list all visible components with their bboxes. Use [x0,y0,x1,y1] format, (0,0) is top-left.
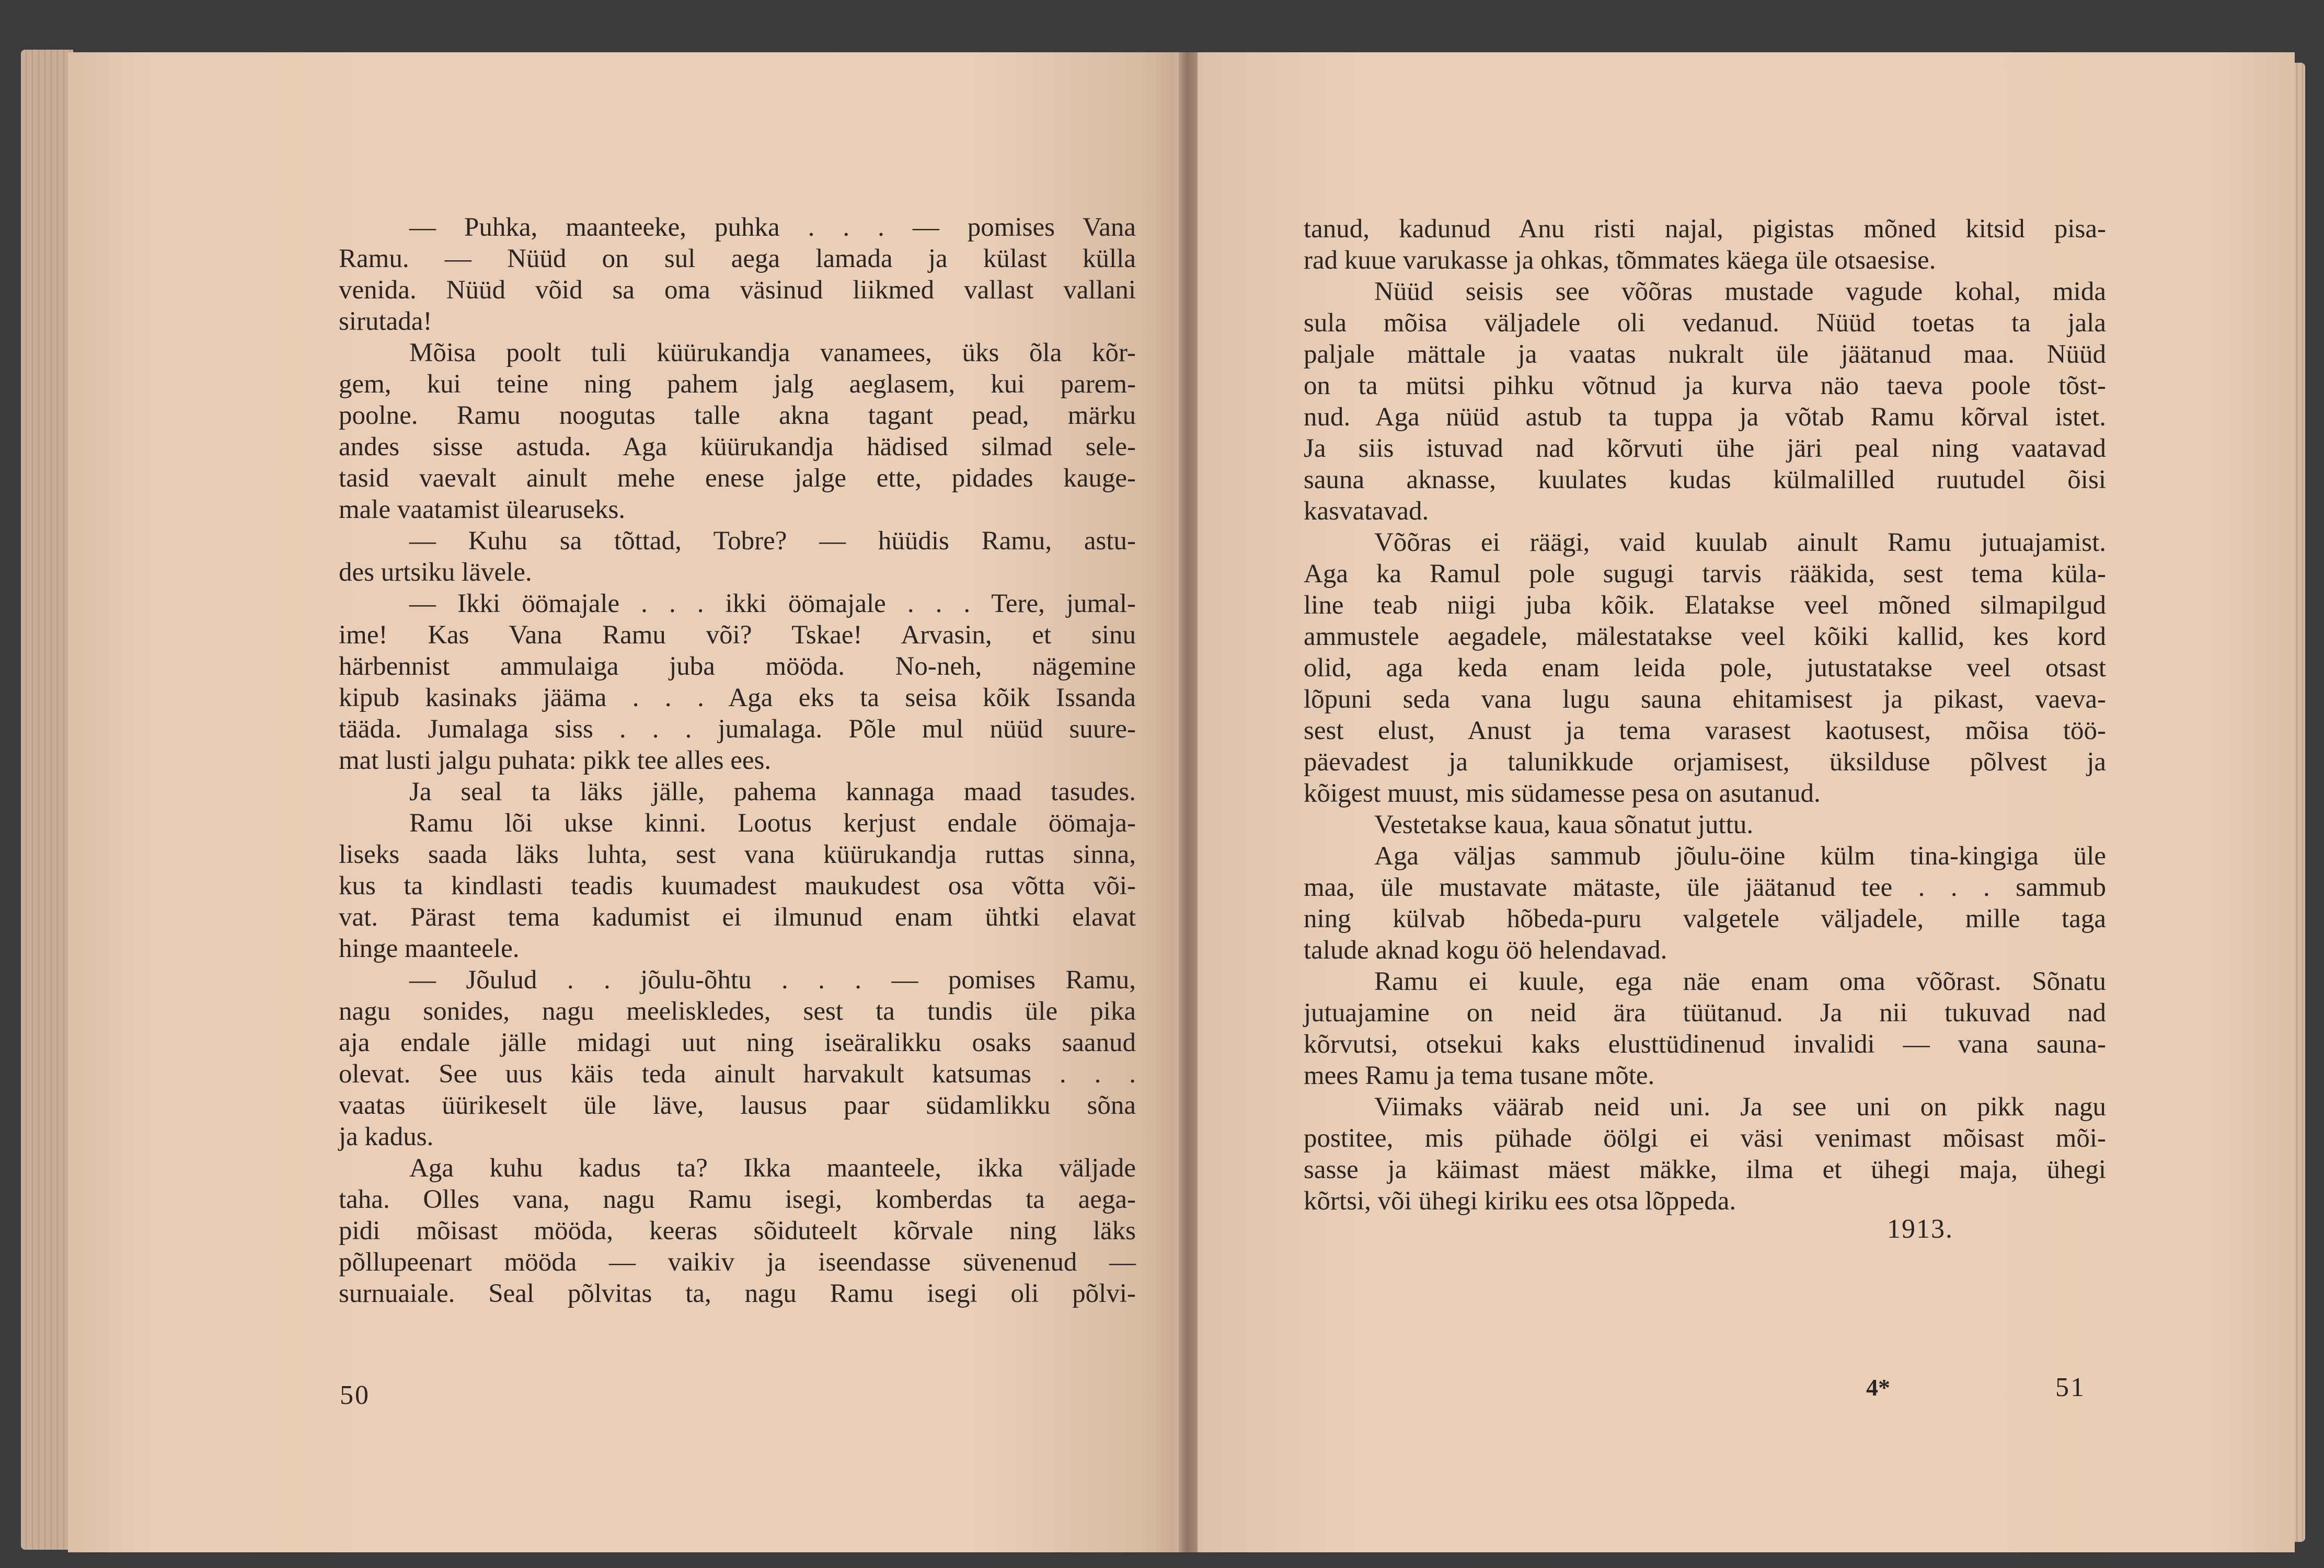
text-line: Viimaks väärab neid uni. Ja see uni on pikk nagu [1374,1092,2106,1122]
text-line: line teab niigi juba kõik. Elatakse veel mõned silmapilgud [1304,591,2106,620]
text-line: — Puhka, maanteeke, puhka . . . — pomises Vana [409,213,1136,242]
text-line: sasse ja käimast mäest mäkke, ilma et ühegi maja, ühegi [1304,1155,2106,1184]
text-line: vat. Pärast tema kadumist ei ilmunud enam ühtki elavat [339,903,1136,932]
text-line: maa, üle mustavate mätaste, üle jäätanud tee . . . sammub [1304,873,2106,902]
text-line: andes sisse astuda. Aga küürukandja hädised silmad sele- [339,432,1136,462]
text-line: Mõisa poolt tuli küürukandja vanamees, üks õla kõr- [409,338,1136,367]
right-page-number: 51 [2055,1373,2086,1402]
text-line: on ta mütsi pihku võtnud ja kurva näo taeva poole tõst- [1304,371,2106,400]
text-line: Ramu ei kuule, ega näe enam oma võõrast. Sõnatu [1374,967,2106,996]
text-line: — Kuhu sa tõttad, Tobre? — hüüdis Ramu, astu- [409,526,1136,556]
text-line: ime! Kas Vana Ramu või? Tskae! Arvasin, et sinu [339,620,1136,650]
text-line: Ja seal ta läks jälle, pahema kannaga maad tasudes. [409,777,1136,806]
text-line: Aga ka Ramul pole sugugi tarvis rääkida, sest tema küla- [1304,559,2106,589]
text-line: Ramu lõi ukse kinni. Lootus kerjust endale öömaja- [409,809,1136,838]
text-line: olevat. See uus käis teda ainult harvakult katsumas . . . [339,1059,1136,1089]
text-line: kõigest muust, mis südamesse pesa on asutanud. [1304,779,1821,808]
text-line: ning külvab hõbeda-puru valgetele väljadele, mille taga [1304,904,2106,933]
text-line: Ramu. — Nüüd on sul aega lamada ja külast külla [339,244,1136,273]
text-line: pidi mõisast mööda, keeras sõiduteelt kõrvale ning läks [339,1216,1136,1246]
text-line: rad kuue varukasse ja ohkas, tõmmates käega üle otsaesise. [1304,246,1936,275]
text-line: kus ta kindlasti teadis kuumadest maukudest osa võtta või- [339,871,1136,901]
book-spread [21,42,2305,1558]
text-line: tasid vaevalt ainult mehe enese jalge ette, pidades kauge- [339,464,1136,493]
text-line: liseks saada läks luhta, sest vana küürukandja ruttas sinna, [339,840,1136,869]
text-line: Aga väljas sammub jõulu-öine külm tina-kingiga üle [1374,841,2106,871]
text-line: nagu sonides, nagu meeliskledes, sest ta tundis üle pika [339,997,1136,1026]
text-line: mees Ramu ja tema tusane mõte. [1304,1061,1655,1090]
left-page [68,52,1187,1552]
text-line: nud. Aga nüüd astub ta tuppa ja võtab Ramu kõrval istet. [1304,402,2106,432]
text-line: mat lusti jalgu puhata: pikk tee alles ees. [339,746,772,775]
text-line: talude aknad kogu öö helendavad. [1304,936,1667,965]
text-line: — Ikki öömajale . . . ikki öömajale . . . Tere, jumal- [409,589,1136,618]
text-line: sest elust, Anust ja tema varasest kaotusest, mõisa töö- [1304,716,2106,745]
text-line: postitee, mis pühade öölgi ei väsi venimast mõisast mõi- [1304,1124,2106,1153]
text-line: hinge maanteele. [339,934,520,963]
text-line: gem, kui teine ning pahem jalg aeglasem, kui parem- [339,370,1136,399]
text-line: lõpuni seda vana lugu sauna ehitamisest ja pikast, vaeva- [1304,685,2106,714]
text-line: päevadest ja talunikkude orjamisest, üksilduse põlvest ja [1304,747,2106,777]
text-line: male vaatamist ülearuseks. [339,495,626,524]
text-line: sula mõisa väljadele oli vedanud. Nüüd toetas ta jala [1304,308,2106,338]
text-line: sirutada! [339,307,432,336]
text-line: jutuajamine on neid ära tüütanud. Ja nii tukuvad nad [1304,998,2106,1028]
text-line: vaatas üürikeselt üle läve, lausus paar südamlikku sõna [339,1091,1136,1120]
text-line: des urtsiku lävele. [339,558,532,587]
text-line: paljale mättale ja vaatas nukralt üle jäätanud maa. Nüüd [1304,340,2106,369]
text-line: põllupeenart mööda — vaikiv ja iseendasse süvenenud — [339,1248,1136,1277]
text-line: Võõras ei räägi, vaid kuulab ainult Ramu jutuajamist. [1374,528,2106,557]
text-line: kõrtsi, või ühegi kiriku ees otsa lõppeda. [1304,1186,1736,1216]
text-line: — Jõulud . . jõulu-õhtu . . . — pomises Ramu, [409,965,1136,995]
left-page-number: 50 [340,1380,370,1410]
book-gutter [1179,52,1198,1552]
signature-mark: 4* [1866,1374,1890,1401]
text-line: kõrvutsi, otsekui kaks elusttüdinenud invalidi — vana sauna- [1304,1030,2106,1059]
text-line: kipub kasinaks jääma . . . Aga eks ta seisa kõik Issanda [339,683,1136,712]
text-line: härbennist ammulaiga juba mööda. No-neh, nägemine [339,652,1136,681]
text-line: olid, aga keda enam leida pole, jutustatakse veel otsast [1304,653,2106,683]
year-mark: 1913. [1887,1214,1953,1244]
right-page [1171,52,2295,1552]
text-line: kasvatavad. [1304,497,1429,526]
right-page-text [1304,213,2106,1217]
text-line: Nüüd seisis see võõras mustade vagude kohal, mida [1374,277,2106,306]
text-line: venida. Nüüd võid sa oma väsinud liikmed vallast vallani [339,275,1136,305]
text-line: ja kadus. [339,1122,434,1151]
text-line: sauna aknasse, kuulates kudas külmalilled ruutudel õisi [1304,465,2106,494]
text-line: Ja siis istuvad nad kõrvuti ühe järi peal ning vaatavad [1304,434,2106,463]
left-page-text [339,212,1136,1309]
text-line: tääda. Jumalaga siss . . . jumalaga. Põle mul nüüd suure- [339,714,1136,744]
text-line: tanud, kadunud Anu risti najal, pigistas mõned kitsid pisa- [1304,214,2106,244]
text-line: Aga kuhu kadus ta? Ikka maanteele, ikka väljade [409,1154,1136,1183]
text-line: aja endale jälle midagi uut ning iseäralikku osaks saanud [339,1028,1136,1057]
text-line: taha. Olles vana, nagu Ramu isegi, komberdas ta aega- [339,1185,1136,1214]
text-line: surnuaiale. Seal põlvitas ta, nagu Ramu isegi oli põlvi- [339,1279,1136,1308]
text-line: poolne. Ramu noogutas talle akna tagant pead, märku [339,401,1136,430]
text-line: ammustele aegadele, mälestatakse veel kõiki kallid, kes kord [1304,622,2106,651]
text-line: Vestetakse kaua, kaua sõnatut juttu. [1374,810,1754,839]
